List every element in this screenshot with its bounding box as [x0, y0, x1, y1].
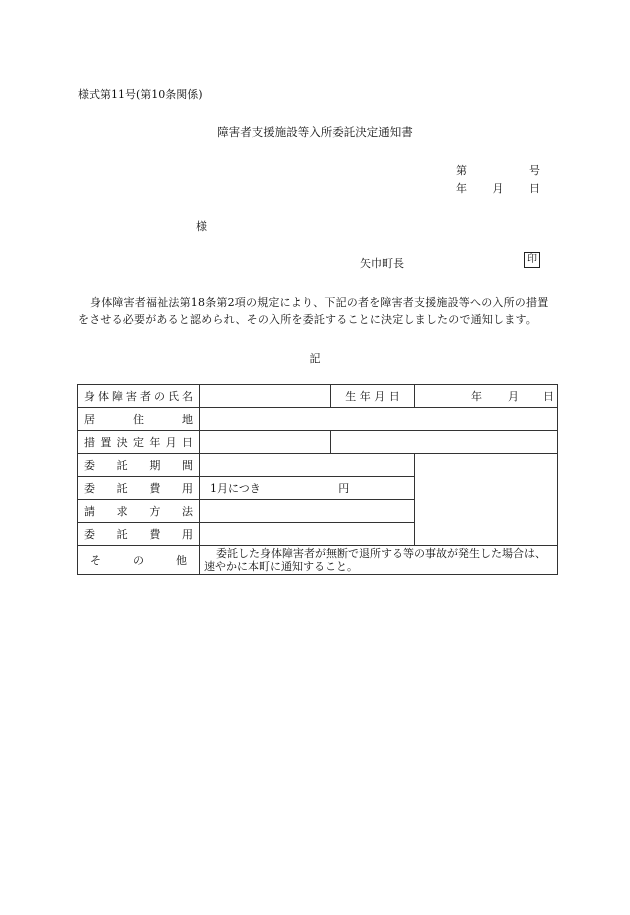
side-blank-cell [415, 454, 558, 546]
label-char: 身 [84, 390, 95, 403]
label-char: 定 [132, 436, 144, 449]
fee-label [82, 480, 195, 496]
period-label [82, 457, 195, 473]
document-title: 障害者支援施設等入所委託決定通知書 [217, 125, 413, 139]
ref-suffix: 号 [529, 164, 540, 177]
label-char: 障 [112, 390, 123, 403]
date-month: 月 [492, 182, 504, 195]
dob-label-cell [331, 385, 415, 408]
other-label [82, 552, 195, 568]
label-char: 費 [149, 528, 161, 541]
label-char: 託 [116, 482, 128, 495]
label-char: 者 [140, 390, 151, 403]
notice-details-table [77, 384, 558, 575]
dob-year: 年 [471, 390, 482, 403]
label-char: 託 [116, 459, 128, 472]
dob-day: 日 [543, 390, 554, 403]
other-label-cell [78, 546, 200, 575]
label-char: 用 [181, 528, 193, 541]
label-char: 年 [149, 436, 161, 449]
other-value-cell: 委託した身体障害者が無断で退所する等の事故が発生した場合は、速やかに本町に通知すること。 [200, 546, 558, 575]
label-char: 委 [84, 528, 95, 541]
label-char: 置 [100, 436, 112, 449]
ref-prefix: 第 [456, 164, 467, 177]
table-row-period [78, 454, 558, 477]
ki-heading: 記 [309, 352, 321, 365]
residence-label-cell [78, 408, 200, 431]
dob-month: 月 [508, 390, 519, 403]
table-row-decision-date [78, 431, 558, 454]
billing-label [82, 503, 195, 519]
residence-value-cell [200, 408, 558, 431]
label-char: 間 [181, 459, 193, 472]
issuer-name: 矢巾町長 [360, 257, 404, 270]
decision-date-extra-cell [331, 431, 558, 454]
label-char: の [133, 554, 144, 567]
table-row-other [78, 546, 558, 575]
notice-body-text: 身体障害者福祉法第18条第2項の規定により、下記の者を障害者支援施設等への入所の措置をさせる必要があると認められ、その入所を委託することに決定しましたので通知します。 [78, 296, 549, 326]
billing-label-cell [78, 500, 200, 523]
label-char: 名 [182, 390, 193, 403]
dob-label: 生 年 月 日 [345, 390, 400, 403]
label-char: 居 [84, 413, 95, 426]
decision-date-label [82, 434, 195, 450]
name-value-cell [200, 385, 331, 408]
fee-per-month: 1月につき [210, 482, 261, 495]
label-char: 氏 [168, 390, 179, 403]
period-label-cell [78, 454, 200, 477]
label-char: 他 [176, 554, 187, 567]
label-char: 法 [181, 505, 193, 518]
fee-label-cell [78, 477, 200, 500]
table-row-name [78, 385, 558, 408]
label-char: そ [90, 554, 101, 567]
residence-label [82, 411, 195, 427]
label-char: 用 [181, 482, 193, 495]
payer-value-cell [200, 523, 415, 546]
name-label-cell [78, 385, 200, 408]
label-char: 託 [116, 528, 128, 541]
label-char: の [154, 390, 165, 403]
label-char: 月 [165, 436, 177, 449]
label-char: 決 [116, 436, 128, 449]
label-char: 委 [84, 482, 95, 495]
reference-number [456, 162, 540, 178]
date-day: 日 [529, 182, 540, 195]
label-char: 方 [149, 505, 161, 518]
label-char: 住 [133, 413, 144, 426]
fee-yen: 円 [338, 482, 350, 495]
fee-value-cell [200, 477, 415, 500]
label-char: 求 [116, 505, 128, 518]
label-char: 害 [126, 390, 137, 403]
issue-date [456, 180, 540, 196]
label-char: 体 [98, 390, 109, 403]
seal-mark: 印 [524, 252, 540, 268]
date-year: 年 [456, 182, 467, 195]
label-char: 期 [149, 459, 161, 472]
label-char: 措 [84, 436, 95, 449]
payer-label-cell [78, 523, 200, 546]
name-label [82, 388, 195, 404]
addressee-suffix: 様 [196, 220, 207, 233]
label-char: 委 [84, 459, 95, 472]
form-number-label: 様式第11号(第10条関係) [78, 88, 203, 101]
decision-date-label-cell [78, 431, 200, 454]
billing-value-cell [200, 500, 415, 523]
payer-label [82, 526, 195, 542]
label-char: 地 [182, 413, 193, 426]
decision-date-value-cell [200, 431, 331, 454]
label-char: 日 [181, 436, 193, 449]
period-value-cell [200, 454, 415, 477]
dob-value [419, 388, 553, 404]
label-char: 請 [84, 505, 95, 518]
dob-value-cell [415, 385, 558, 408]
label-char: 費 [149, 482, 161, 495]
table-row-residence [78, 408, 558, 431]
